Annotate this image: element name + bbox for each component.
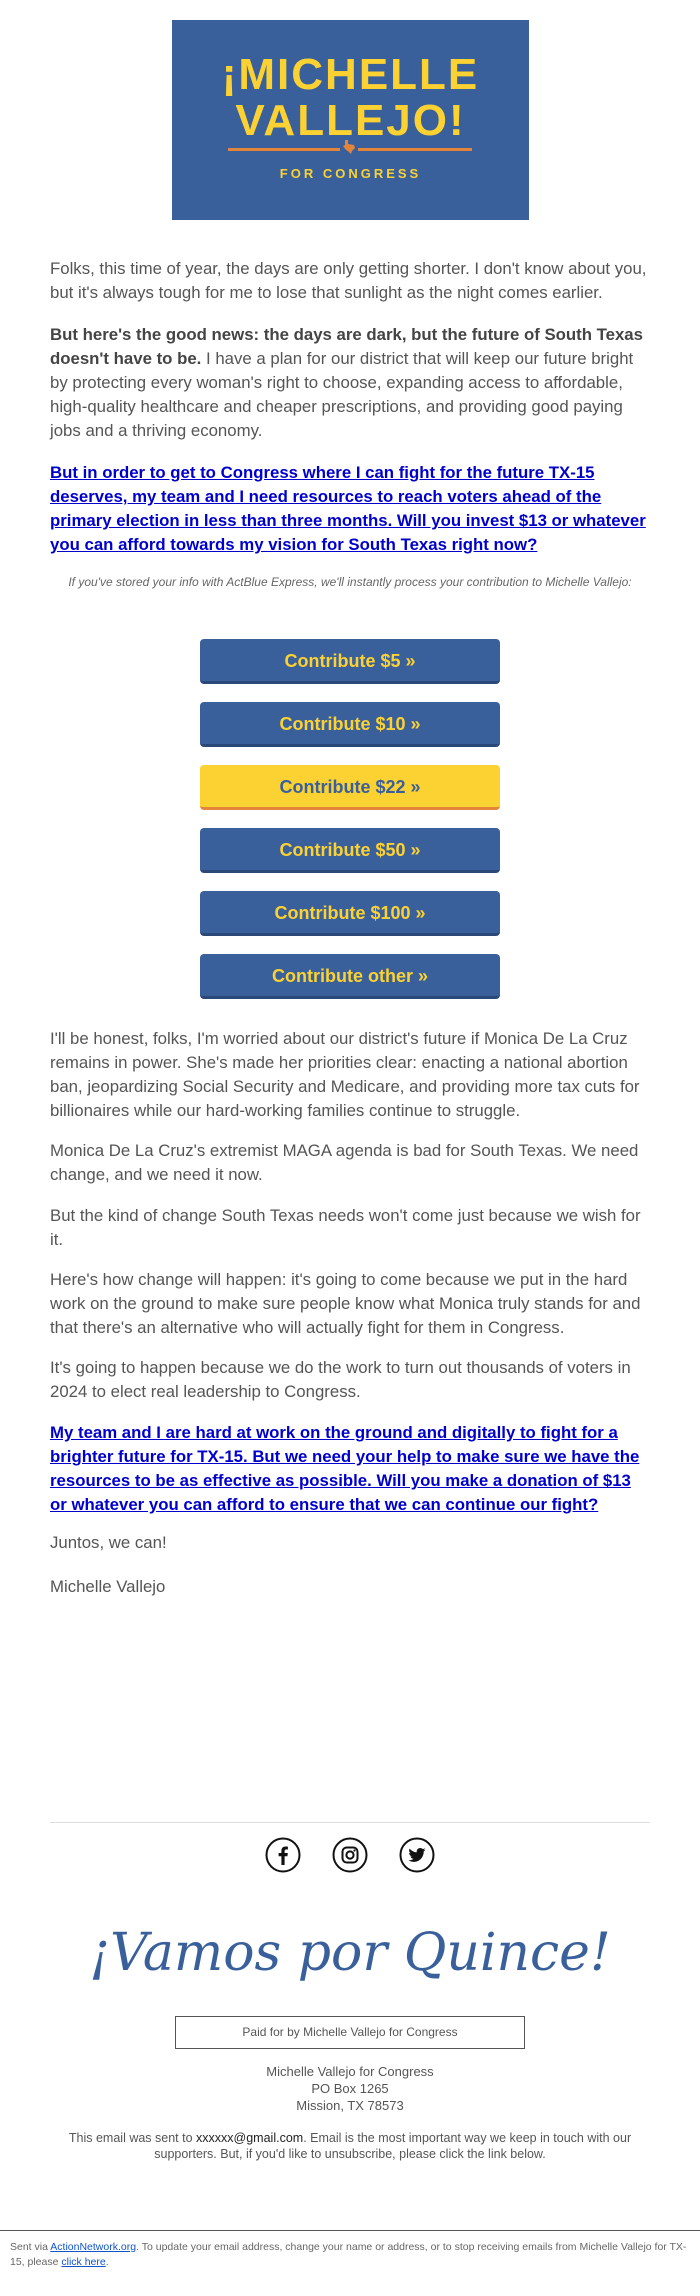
body-paragraph-3: But the kind of change South Texas needs won't come just because we wish for it. <box>50 1206 641 1249</box>
logo-rule-right <box>358 148 472 151</box>
unsubscribe-link[interactable]: click here <box>61 2256 106 2268</box>
sent-to-notice: This email was sent to xxxxxx@gmail.com. Email is the most important way we keep in touch with our supporters. But, if you'd like to unsubscribe, please click the link below. <box>68 2131 632 2161</box>
intro-paragraph-2 <box>50 323 650 443</box>
logo-rule-left <box>228 148 340 151</box>
signature: Michelle Vallejo <box>50 1577 166 1596</box>
twitter-icon[interactable] <box>399 1837 435 1873</box>
actblue-note: If you've stored your info with ActBlue Express, we'll instantly process your contribution to Michelle Vallejo: <box>68 575 632 589</box>
footer-divider <box>50 1822 650 1823</box>
footer-notice: Sent via ActionNetwork.org. To update your email address, change your name or address, or to stop receiving emails from Michelle Vallejo for TX-15, please click here. <box>10 2241 687 2268</box>
contribute-10-button[interactable]: Contribute $10 » <box>200 702 500 747</box>
address-city: Mission, TX 78573 <box>296 2098 404 2113</box>
campaign-logo <box>172 20 529 220</box>
contribute-other-button[interactable]: Contribute other » <box>200 954 500 999</box>
vamos-por-quince-tagline <box>89 1912 611 1994</box>
body-paragraph-4: Here's how change will happen: it's going to come because we put in the hard work on the ground to make sure people know what Monica truly stands for and that there's an alternative who will actually fight for them in Congress. <box>50 1270 641 1337</box>
donate-link-top[interactable]: But in order to get to Congress where I can fight for the future TX-15 deserves, my team and I need resources to reach voters ahead of the primary election in less than three months. Will you invest $13 or whatever you can afford towards my vision for South Texas right now? <box>50 463 646 554</box>
facebook-icon[interactable] <box>265 1837 301 1873</box>
logo-text-line2: VALLEJO! <box>235 96 466 145</box>
contribute-50-button[interactable]: Contribute $50 » <box>200 828 500 873</box>
address-name: Michelle Vallejo for Congress <box>266 2064 434 2079</box>
intro-paragraph-2-rest: I have a plan for our district that will keep our future bright by protecting every woman's right to choose, expanding access to affordable, high-quality healthcare and cheaper prescriptions, and providing good paying jobs and a thriving economy. <box>50 349 634 440</box>
body-paragraph-5: It's going to happen because we do the work to turn out thousands of voters in 2024 to elect real leadership to Congress. <box>50 1358 631 1401</box>
tagline-text: ¡Vamos por Quince! <box>89 1923 611 1983</box>
intro-paragraph-1: Folks, this time of year, the days are only getting shorter. I don't know about you, but it's always tough for me to lose that sunlight as the night comes earlier. <box>50 259 647 302</box>
texas-icon <box>343 140 355 154</box>
actionnetwork-link[interactable]: ActionNetwork.org <box>50 2241 137 2253</box>
paid-for-disclaimer: Paid for by Michelle Vallejo for Congress <box>175 2016 525 2049</box>
contribute-5-button[interactable]: Contribute $5 » <box>200 639 500 684</box>
contribute-22-button[interactable]: Contribute $22 » <box>200 765 500 810</box>
body-paragraph-1: I'll be honest, folks, I'm worried about our district's future if Monica De La Cruz remains in power. She's made her priorities clear: enacting a national abortion ban, jeopardizing Social Security and Medicare, and providing more tax cuts for billionaires while our hard-working families continue to struggle. <box>50 1029 640 1120</box>
intro-bold-text: But here's the good news: the days are dark, but the future of South Texas doesn't have to be. <box>50 325 643 368</box>
logo-subtitle: FOR CONGRESS <box>279 166 422 181</box>
donate-link-bottom[interactable]: My team and I are hard at work on the ground and digitally to fight for a brighter future for TX-15. But we need your help to make sure we have the resources to be as effective as possible. Will you make a donation of $13 or whatever you can afford to ensure that we can continue our fight? <box>50 1423 640 1514</box>
footer-rule <box>0 2230 700 2231</box>
logo-text-line1: ¡MICHELLE <box>221 50 480 99</box>
address-po-box: PO Box 1265 <box>311 2081 389 2096</box>
body-paragraph-2: Monica De La Cruz's extremist MAGA agenda is bad for South Texas. We need change, and we need it now. <box>50 1141 639 1184</box>
closing-line: Juntos, we can! <box>50 1533 167 1552</box>
instagram-icon[interactable] <box>332 1837 368 1873</box>
contribute-100-button[interactable]: Contribute $100 » <box>200 891 500 936</box>
recipient-email: xxxxxx@gmail.com <box>196 2131 304 2145</box>
